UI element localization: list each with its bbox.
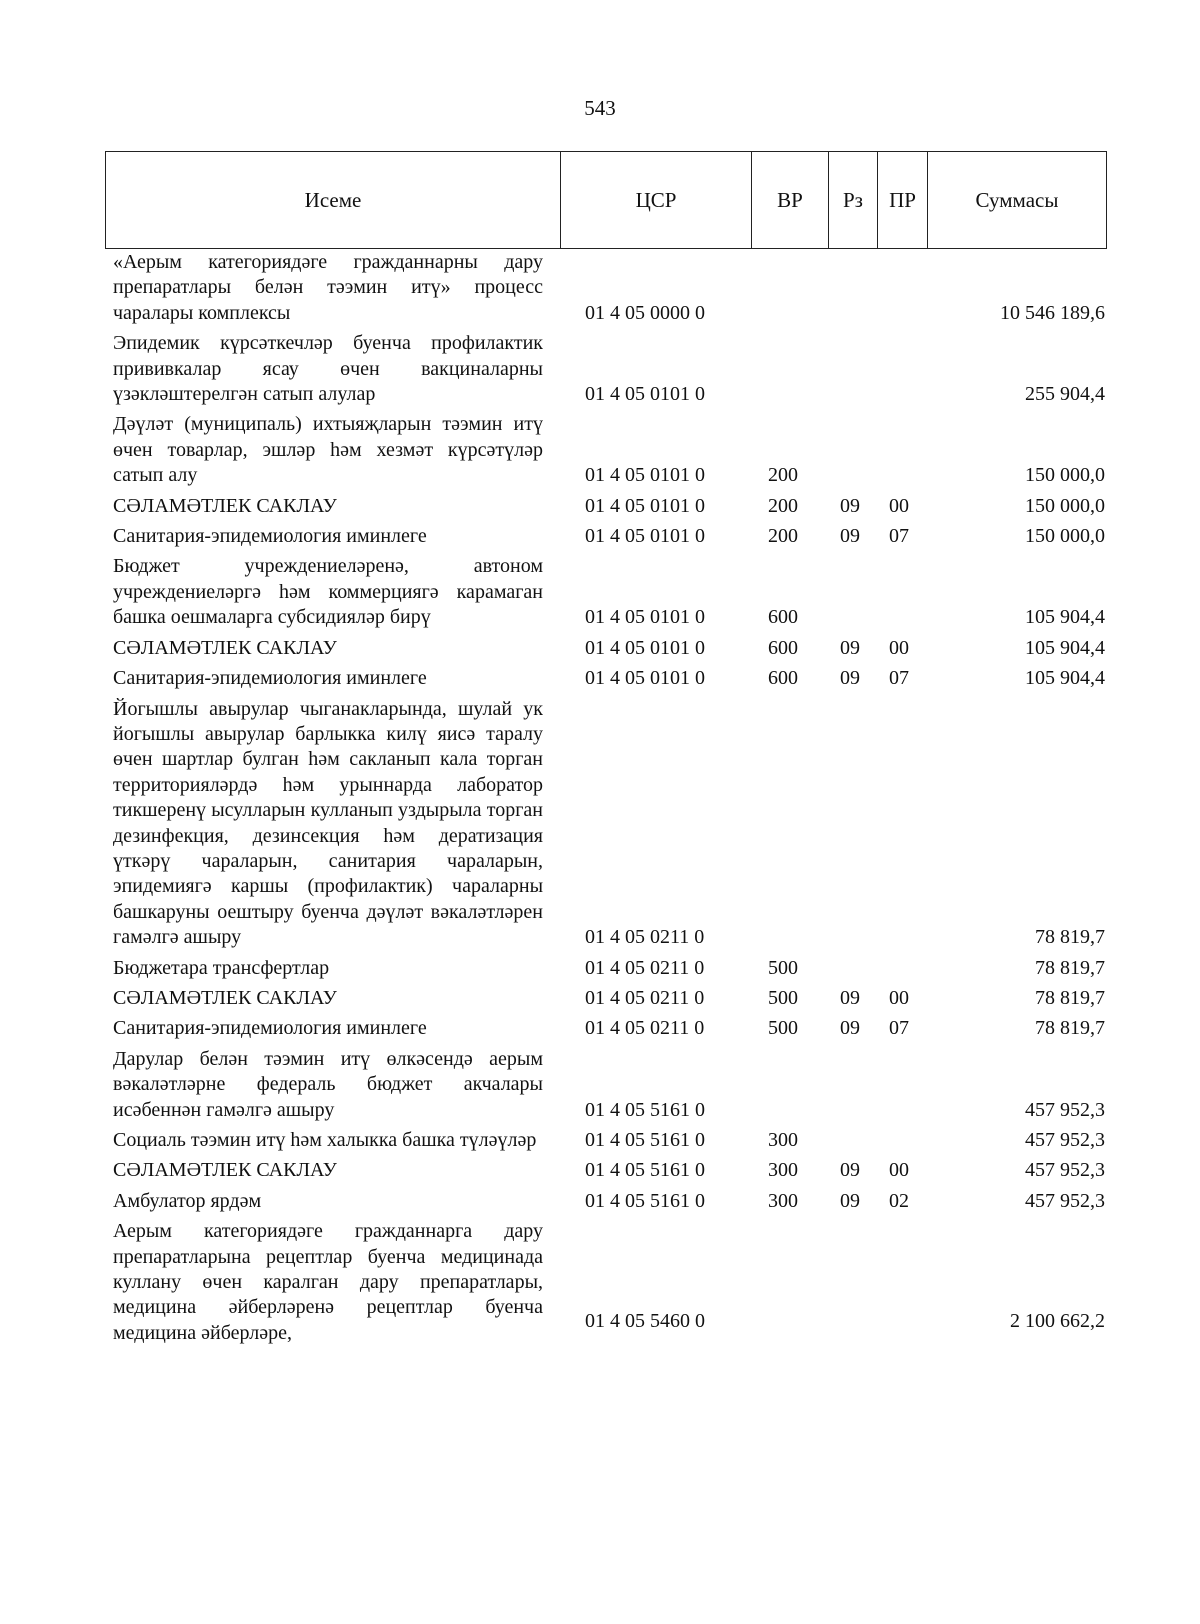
table-row	[0, 697, 1200, 951]
table-row	[0, 412, 1200, 488]
row-rz: 09	[840, 636, 860, 659]
row-name: Дәүләт (муниципаль) ихтыяҗларын тәэмин итү өчен товарлар, эшләр һәм хезмәт күрсәтүләр сатып алу	[113, 413, 543, 487]
row-csr: 01 4 05 5460 0	[585, 1309, 705, 1332]
row-pr: 07	[889, 1017, 909, 1040]
row-sum: 2 100 662,2	[1010, 1309, 1105, 1332]
row-name: Эпидемик күрсәткечләр буенча профилактик прививкалар ясау өчен вакциналарны үзәкләштерелгән сатып алулар	[113, 332, 543, 406]
row-rz: 09	[840, 667, 860, 690]
header-rz: Рз	[829, 152, 878, 248]
row-csr: 01 4 05 0101 0	[585, 464, 705, 487]
row-vr: 600	[768, 636, 798, 659]
row-name: Санитария-эпидемиология иминлеге	[113, 525, 427, 548]
row-rz: 09	[840, 494, 860, 517]
row-csr: 01 4 05 0000 0	[585, 301, 705, 324]
row-vr: 500	[768, 986, 798, 1009]
page-number: 543	[584, 96, 616, 120]
row-csr: 01 4 05 0101 0	[585, 494, 705, 517]
header-vr: ВР	[752, 152, 829, 248]
row-sum: 105 904,4	[1025, 636, 1105, 659]
row-rz: 09	[840, 986, 860, 1009]
row-csr: 01 4 05 0211 0	[585, 986, 705, 1009]
row-sum: 457 952,3	[1025, 1189, 1105, 1212]
row-csr: 01 4 05 0211 0	[585, 1017, 705, 1040]
row-pr: 00	[889, 986, 909, 1009]
row-vr: 600	[768, 667, 798, 690]
table-row	[0, 1128, 1200, 1153]
row-name: Аерым категориядәге гражданнарга дару препаратларына рецептлар буенча медицинада куллану өчен каралган дару препаратлары, медицина әйберләренә рецептлар буенча медицина әйберләре,	[113, 1220, 543, 1344]
table-row	[0, 1219, 1200, 1346]
row-rz: 09	[840, 1017, 860, 1040]
table-header	[105, 151, 1107, 249]
row-pr: 07	[889, 667, 909, 690]
row-sum: 105 904,4	[1025, 606, 1105, 629]
table-row	[0, 1047, 1200, 1123]
row-csr: 01 4 05 5161 0	[585, 1098, 705, 1121]
row-csr: 01 4 05 0101 0	[585, 606, 705, 629]
table-row	[0, 986, 1200, 1011]
table-row	[0, 636, 1200, 661]
table-row	[0, 1016, 1200, 1041]
table-row	[0, 1189, 1200, 1214]
row-csr: 01 4 05 0101 0	[585, 667, 705, 690]
row-vr: 600	[768, 606, 798, 629]
table-row	[0, 250, 1200, 326]
row-rz: 09	[840, 525, 860, 548]
row-vr: 200	[768, 525, 798, 548]
row-name: Бюджет учреждениеләренә, автоном учреждениеләргә һәм коммерциягә карамаган башка оешмаларга субсидияләр бирү	[113, 555, 543, 629]
row-sum: 78 819,7	[1035, 956, 1105, 979]
table-row	[0, 1158, 1200, 1183]
row-name: Санитария-эпидемиология иминлеге	[113, 667, 427, 690]
row-name: Йогышлы авырулар чыганакларында, шулай ук йогышлы авырулар барлыкка килү яисә таралу өчен шартлар булган һәм сакланып кала торган территорияләрдә һәм урыннарда лаборатор тикшеренү ысулларын кулланып уздырыла торган дезинфекция, дезинсекция һәм дератизация үткәрү чараларын, санитария чараларын, эпидемиягә каршы (профилактик) чараларны башкаруны оештыру буенча дәүләт вәкаләтләрен гамәлгә ашыру	[113, 697, 543, 949]
row-vr: 300	[768, 1189, 798, 1212]
row-sum: 78 819,7	[1035, 1017, 1105, 1040]
row-vr: 500	[768, 956, 798, 979]
row-csr: 01 4 05 5161 0	[585, 1129, 705, 1151]
row-pr: 00	[889, 636, 909, 659]
row-name: СӘЛАМӘТЛЕК САКЛАУ	[113, 636, 337, 659]
row-name: Санитария-эпидемиология иминлеге	[113, 1017, 427, 1040]
row-sum: 10 546 189,6	[1000, 301, 1105, 324]
row-csr: 01 4 05 0211 0	[585, 926, 705, 949]
row-sum: 150 000,0	[1025, 464, 1105, 487]
row-vr: 300	[768, 1159, 798, 1182]
row-rz: 09	[840, 1189, 860, 1212]
row-name: Социаль тәэмин итү һәм халыкка башка түләүләр	[113, 1129, 537, 1151]
row-csr: 01 4 05 0211 0	[585, 956, 705, 979]
table-body	[0, 250, 1200, 1346]
row-pr: 02	[889, 1189, 909, 1212]
header-sum: Суммасы	[975, 187, 1059, 212]
row-csr: 01 4 05 5161 0	[585, 1189, 705, 1212]
row-csr: 01 4 05 0101 0	[585, 525, 705, 548]
row-csr: 01 4 05 0101 0	[585, 383, 705, 406]
table-row	[0, 524, 1200, 549]
row-name: Амбулатор ярдәм	[113, 1189, 262, 1212]
row-name: Дарулар белән тәэмин итү өлкәсендә аерым вәкаләтләрне федераль бюджет акчалары исәбеннән гамәлгә ашыру	[113, 1047, 543, 1121]
header-pr: ПР	[878, 152, 928, 248]
row-vr: 200	[768, 494, 798, 517]
row-pr: 00	[889, 1159, 909, 1182]
row-csr: 01 4 05 5161 0	[585, 1159, 705, 1182]
table-row	[0, 956, 1200, 981]
row-name: «Аерым категориядәге гражданнарны дару препаратлары белән тәэмин итү» процесс чаралары комплексы	[113, 251, 543, 324]
row-vr: 200	[768, 464, 798, 487]
table-row	[0, 331, 1200, 407]
row-name: СӘЛАМӘТЛЕК САКЛАУ	[113, 1159, 337, 1182]
header-name: Исеме	[106, 152, 561, 248]
header-csr: ЦСР	[561, 152, 752, 248]
row-rz: 09	[840, 1159, 860, 1182]
row-sum: 78 819,7	[1035, 926, 1105, 949]
row-sum: 150 000,0	[1025, 494, 1105, 517]
row-sum: 78 819,7	[1035, 986, 1105, 1009]
row-pr: 07	[889, 525, 909, 548]
row-sum: 150 000,0	[1025, 525, 1105, 548]
row-pr: 00	[889, 494, 909, 517]
row-sum: 457 952,3	[1025, 1098, 1105, 1121]
row-sum: 255 904,4	[1025, 383, 1105, 406]
row-vr: 300	[768, 1129, 798, 1151]
row-csr: 01 4 05 0101 0	[585, 636, 705, 659]
row-vr: 500	[768, 1017, 798, 1040]
row-name: Бюджетара трансфертлар	[113, 956, 330, 979]
row-name: СӘЛАМӘТЛЕК САКЛАУ	[113, 494, 337, 517]
table-row	[0, 666, 1200, 691]
table-row	[0, 554, 1200, 630]
row-sum: 105 904,4	[1025, 667, 1105, 690]
table-row	[0, 494, 1200, 519]
row-name: СӘЛАМӘТЛЕК САКЛАУ	[113, 986, 337, 1009]
row-sum: 457 952,3	[1025, 1129, 1105, 1151]
row-sum: 457 952,3	[1025, 1159, 1105, 1182]
